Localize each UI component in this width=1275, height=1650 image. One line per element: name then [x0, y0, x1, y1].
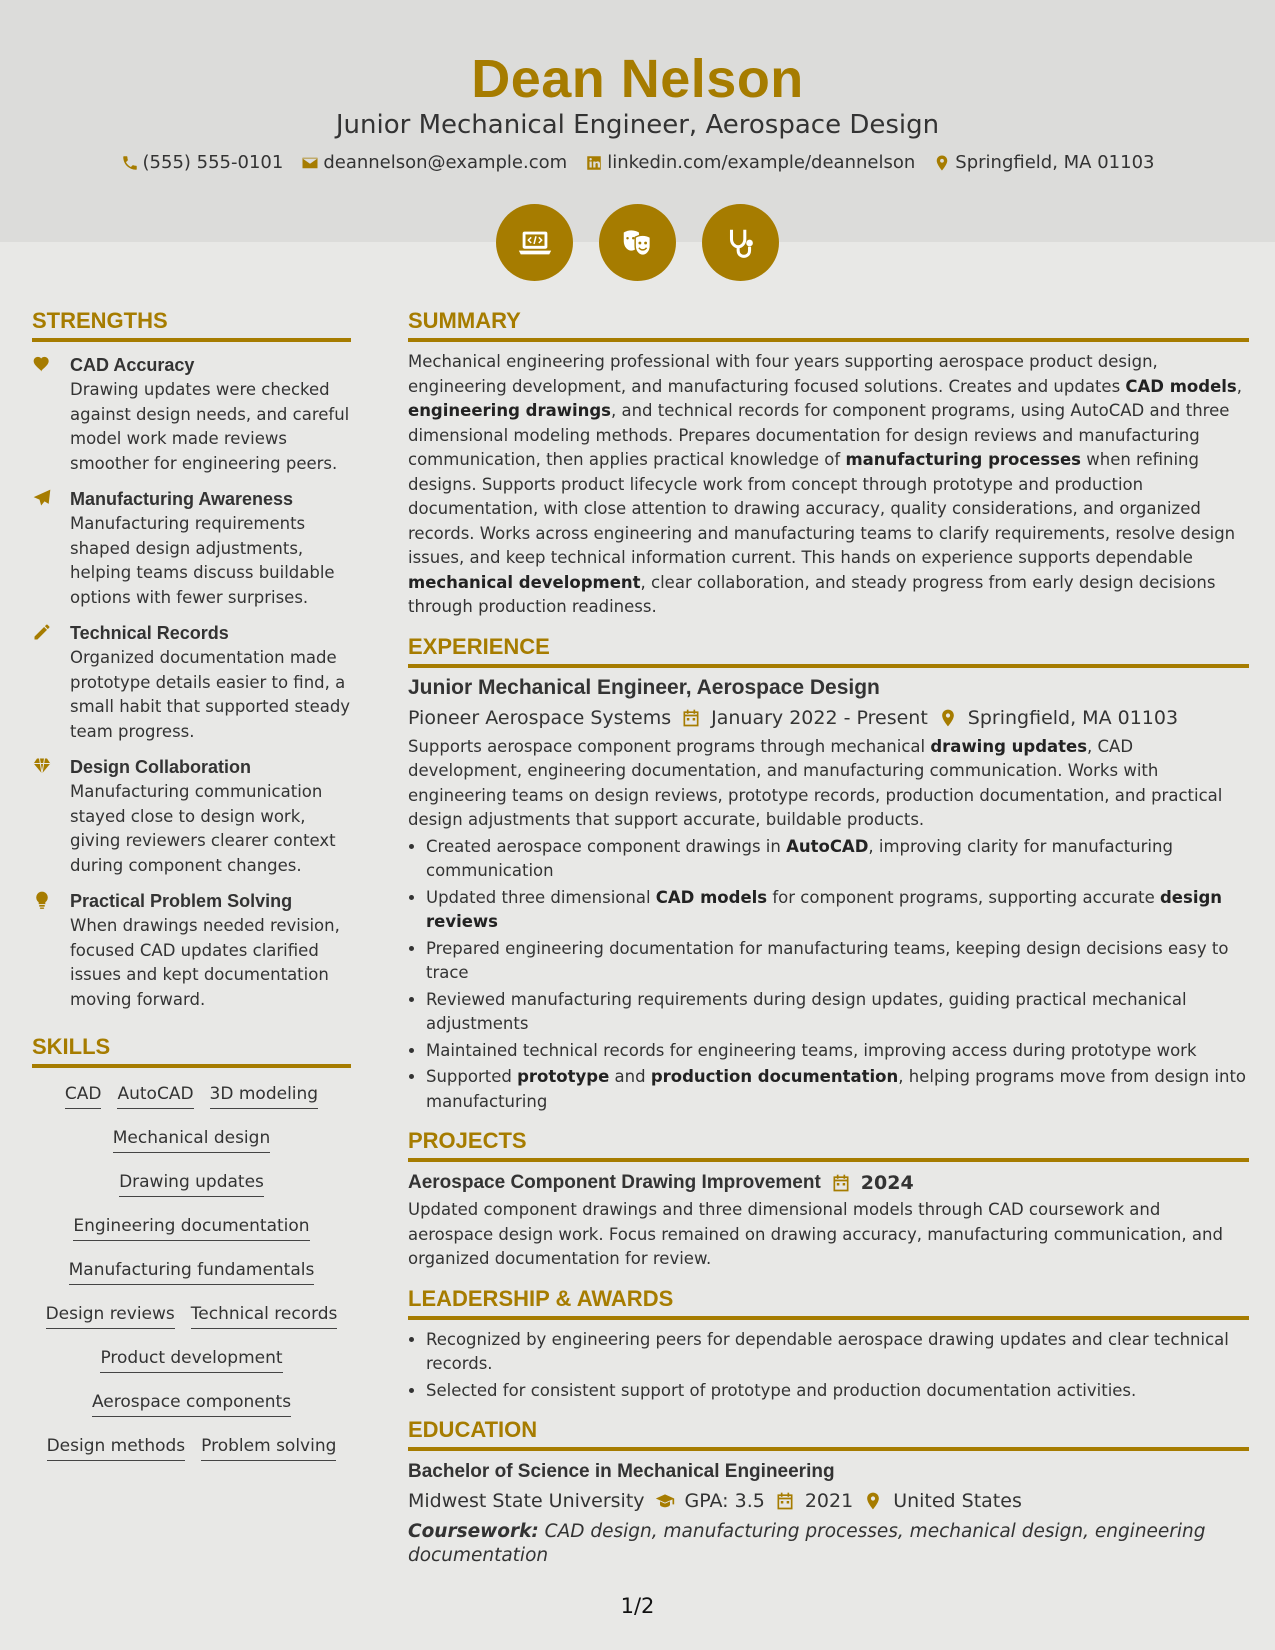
job-dates: January 2022 - Present [711, 706, 928, 729]
strength-icon-wrap [32, 352, 56, 476]
map-marker-icon [938, 708, 958, 728]
text-run: , [1236, 376, 1242, 396]
gpa: GPA: 3.5 [684, 1490, 765, 1512]
map-marker-icon [933, 154, 951, 172]
job-title: Junior Mechanical Engineer, Aerospace Design [408, 675, 880, 699]
experience-heading: EXPERIENCE [408, 634, 1249, 668]
job-bullet [426, 937, 1249, 986]
theater-masks-circle [599, 204, 676, 281]
text-run: , clear collaboration, and steady progress from early design decisions through production readiness. [408, 572, 1216, 616]
page-number: 1/2 [620, 1594, 655, 1618]
text-run: , CAD development, engineering documentation, and manufacturing communication. Works with engineering teams on design reviews, prototype records, production documentation, and practical design adjustments that support accurate, buildable products. [408, 736, 1223, 829]
email-text: deannelson@example.com [323, 152, 568, 173]
skill-tag: CAD [65, 1082, 102, 1109]
summary-heading: SUMMARY [408, 308, 1249, 342]
bold-phrase: CAD models [655, 887, 768, 907]
gem-icon [32, 756, 52, 776]
skill-row [32, 1434, 351, 1461]
leadership-list [408, 1328, 1249, 1404]
strength-icon-wrap [32, 620, 56, 744]
skill-tag: Aerospace components [92, 1390, 291, 1417]
skills-heading: SKILLS [32, 1034, 351, 1068]
contact-email[interactable] [301, 152, 567, 173]
text-run: Created aerospace component drawings in [426, 836, 787, 856]
skill-row [32, 1126, 351, 1153]
job-bullet [426, 988, 1249, 1037]
text-run: , improving clarity for manufacturing communication [426, 836, 1173, 880]
calendar-icon [775, 1491, 795, 1511]
project-title: Aerospace Component Drawing Improvement [408, 1172, 821, 1193]
award-item: • Selected for consistent support of prototype and production documentation activities. [426, 1379, 1249, 1404]
graduation-year: 2021 [804, 1490, 854, 1512]
pencil-icon [32, 622, 52, 642]
text-run: for component programs, supporting accurate [767, 887, 1160, 907]
strength-item [32, 620, 351, 744]
right-column [408, 308, 1249, 1568]
calendar-icon [831, 1173, 851, 1193]
calendar-icon [681, 708, 701, 728]
bold-phrase: engineering drawings [408, 401, 611, 420]
skill-row [32, 1214, 351, 1241]
job-bullet [426, 835, 1249, 884]
strength-title: Manufacturing Awareness [70, 489, 294, 509]
phone-text: (555) 555-0101 [142, 152, 284, 173]
coursework-label: Coursework: [408, 1521, 539, 1542]
left-column [32, 308, 351, 1478]
resume-header [0, 0, 1275, 242]
education-location: United States [893, 1490, 1022, 1512]
laptop-code-icon [516, 224, 554, 262]
coursework [408, 1520, 1249, 1568]
strength-title: CAD Accuracy [70, 355, 195, 375]
leadership-heading: LEADERSHIP & AWARDS [408, 1286, 1249, 1320]
strength-text: Organized documentation made prototype details easier to find, a small habit that supported steady team progress. [70, 648, 351, 741]
text-run: Supported [426, 1067, 518, 1086]
text-run: Updated three dimensional [426, 887, 656, 907]
phone-icon [121, 154, 139, 172]
text-run: , helping programs move from design into manufacturing [426, 1067, 1247, 1111]
skill-row [32, 1170, 351, 1197]
strength-icon-wrap [32, 754, 56, 878]
strength-item [32, 486, 351, 610]
project-year: 2024 [860, 1172, 914, 1194]
project-text: Updated component drawings and three dimensional models through CAD coursework and aerospace design work. Focus remained on drawing accuracy, manufacturing communication, and organized documentation for review. [408, 1200, 1223, 1268]
strength-item [32, 888, 351, 1012]
paper-plane-icon [32, 488, 52, 508]
heart-icon [32, 354, 52, 374]
skills-list [32, 1082, 351, 1461]
candidate-title: Junior Mechanical Engineer, Aerospace Design [335, 110, 940, 140]
contact-phone[interactable] [121, 152, 284, 173]
skill-row [32, 1390, 351, 1417]
strength-body [70, 486, 351, 610]
map-marker-icon [863, 1491, 883, 1511]
job-description [408, 735, 1249, 833]
contact-bar [0, 152, 1275, 173]
bold-phrase: prototype [517, 1067, 610, 1086]
stethoscope-circle [702, 204, 779, 281]
strengths-list [32, 352, 351, 1012]
contact-linkedin[interactable] [585, 152, 915, 173]
company-name: Pioneer Aerospace Systems [408, 706, 672, 729]
strength-text: Manufacturing requirements shaped design adjustments, helping teams discuss buildable options with fewer surprises. [70, 514, 335, 607]
strength-icon-wrap [32, 888, 56, 1012]
skill-tag: Design reviews [46, 1302, 175, 1329]
summary-text [408, 350, 1249, 620]
candidate-name: Dean Nelson [471, 49, 804, 109]
strength-title: Design Collaboration [70, 757, 252, 777]
award-item: • Recognized by engineering peers for dependable aerospace drawing updates and clear technical records. [426, 1328, 1249, 1377]
bold-phrase: drawing updates [930, 736, 1088, 756]
strengths-heading: STRENGTHS [32, 308, 351, 342]
text-run: when refining designs. Supports product lifecycle work from concept through prototype and production documentation, with close attention to drawing accuracy, quality considerations, and organized records. Works across engineering and manufacturing teams to clarify requirements, resolve design issues, and keep technical information current. This hands on experience supports dependable [408, 450, 1236, 567]
degree-title: Bachelor of Science in Mechanical Engineering [408, 1461, 835, 1482]
skill-row [32, 1082, 351, 1109]
job-bullet [426, 1065, 1249, 1114]
bold-phrase: AutoCAD [786, 836, 869, 856]
strength-body [70, 888, 351, 1012]
education-meta [408, 1490, 1249, 1512]
text-run: Reviewed manufacturing requirements during design updates, guiding practical mechanical adjustments [426, 989, 1187, 1033]
skill-tag: Technical records [191, 1302, 338, 1329]
stethoscope-icon [722, 224, 760, 262]
job-meta [408, 707, 1249, 729]
strength-body [70, 352, 351, 476]
envelope-icon [301, 154, 319, 172]
skill-tag: Problem solving [201, 1434, 336, 1461]
skill-tag: Design methods [47, 1434, 186, 1461]
skill-tag: Product development [100, 1346, 282, 1373]
bold-phrase: design reviews [426, 887, 1223, 931]
strength-text: When drawings needed revision, focused CAD updates clarified issues and kept documentation moving forward. [70, 916, 340, 1009]
theater-masks-icon [619, 224, 657, 262]
strength-title: Practical Problem Solving [70, 891, 293, 911]
skill-tag: Engineering documentation [73, 1214, 309, 1241]
skill-tag: Mechanical design [113, 1126, 270, 1153]
text-run: and [609, 1067, 651, 1086]
bold-phrase: manufacturing processes [845, 450, 1081, 469]
interest-icons [0, 204, 1275, 281]
strength-title: Technical Records [70, 623, 229, 643]
strength-body [70, 620, 351, 744]
skill-tag: AutoCAD [117, 1082, 193, 1109]
job-bullet [426, 886, 1249, 935]
skill-row [32, 1302, 351, 1329]
skill-row [32, 1346, 351, 1373]
job-location: Springfield, MA 01103 [967, 706, 1179, 729]
text-run: Maintained technical records for engineering teams, improving access during prototype work [426, 1040, 1197, 1060]
text-run: Mechanical engineering professional with four years supporting aerospace product design, engineering development, and manufacturing focused solutions. Creates and updates [408, 352, 1158, 396]
strength-item [32, 352, 351, 476]
lightbulb-icon [32, 890, 52, 910]
graduation-cap-icon [655, 1491, 675, 1511]
text-run: Prepared engineering documentation for manufacturing teams, keeping design decisions easy to trace [426, 938, 1229, 982]
job-bullets [408, 835, 1249, 1115]
linkedin-text: linkedin.com/example/deannelson [607, 152, 916, 173]
strength-item [32, 754, 351, 878]
contact-location [933, 152, 1154, 173]
strength-text: Drawing updates were checked against design needs, and careful model work made reviews smoother for engineering peers. [70, 380, 350, 473]
text-run: Supports aerospace component programs through mechanical [408, 736, 931, 756]
skill-tag: Manufacturing fundamentals [69, 1258, 315, 1285]
education-heading: EDUCATION [408, 1417, 1249, 1451]
strength-icon-wrap [32, 486, 56, 610]
job-bullet [426, 1039, 1249, 1064]
strength-text: Manufacturing communication stayed close to design work, giving reviewers clearer context during component changes. [70, 782, 336, 875]
project-header [408, 1172, 1249, 1194]
skill-row [32, 1258, 351, 1285]
bold-phrase: CAD models [1125, 376, 1237, 396]
bold-phrase: production documentation [650, 1067, 899, 1086]
bold-phrase: mechanical development [408, 572, 641, 592]
location-text: Springfield, MA 01103 [955, 152, 1155, 173]
school-name: Midwest State University [408, 1490, 645, 1512]
coursework-text: CAD design, manufacturing processes, mechanical design, engineering documentation [408, 1521, 1206, 1566]
text-run: , and technical records for component programs, using AutoCAD and three dimensional modeling methods. Prepares documentation for design reviews and manufacturing communication, then applies practical knowledge of [408, 401, 1230, 469]
skill-tag: Drawing updates [119, 1170, 264, 1197]
strength-body [70, 754, 351, 878]
laptop-code-circle [496, 204, 573, 281]
projects-heading: PROJECTS [408, 1128, 1249, 1162]
skill-tag: 3D modeling [210, 1082, 319, 1109]
linkedin-icon [585, 154, 603, 172]
